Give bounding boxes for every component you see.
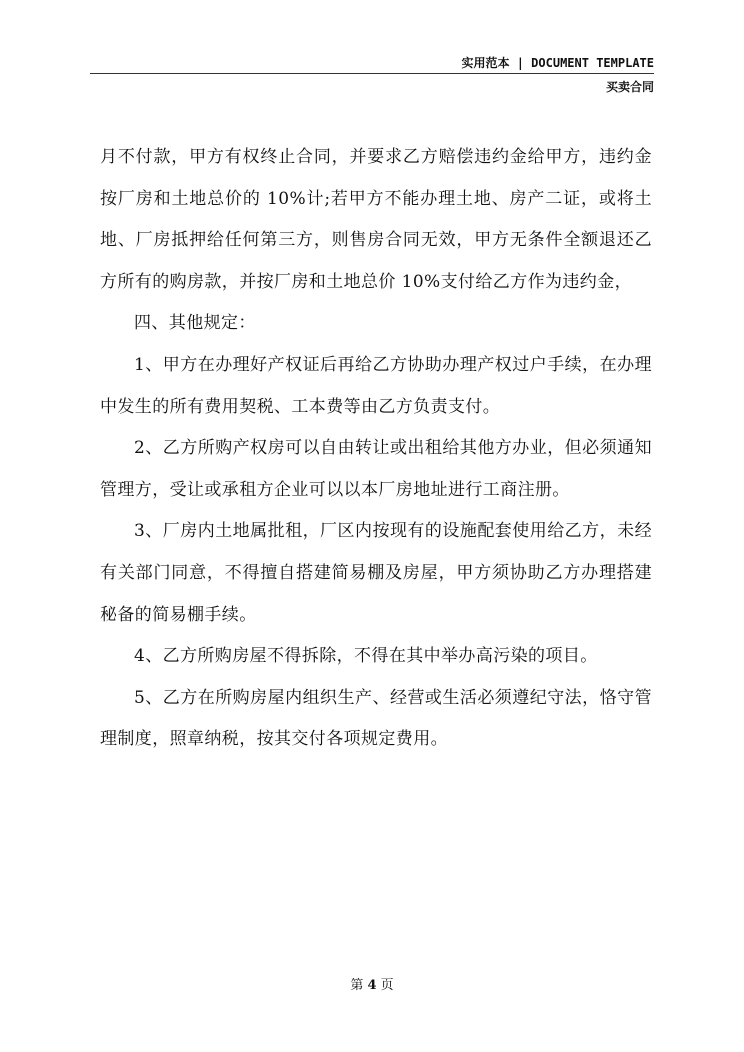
page-prefix: 第 (350, 978, 364, 993)
page-footer (0, 974, 744, 993)
clause-4: 4、乙方所购房屋不得拆除，不得在其中举办高污染的项目。 (134, 646, 598, 667)
page-suffix: 页 (380, 978, 394, 993)
clause-2: 2、乙方所购产权房可以自由转让或出租给其他方办业，但必须通知管理方，受让或承租方企业可以以本厂房地址进行工商注册。 (100, 438, 652, 500)
clause-1: 1、甲方在办理好产权证后再给乙方协助办理产权过户手续，在办理中发生的所有费用契税、工本费等由乙方负责支付。 (100, 354, 652, 417)
header-divider (90, 73, 654, 74)
clause-5: 5、乙方在所购房屋内组织生产、经营或生活必须遵纪守法，恪守管理制度，照章纳税，按其交付各项规定费用。 (100, 687, 652, 750)
section-heading-other-rules: 四、其他规定： (134, 313, 256, 334)
page-number: 4 (367, 978, 377, 993)
header-brand: 实用范本 | DOCUMENT TEMPLATE (461, 56, 654, 70)
document-body (100, 137, 652, 761)
clause-3: 3、厂房内土地属批租，厂区内按现有的设施配套使用给乙方，未经有关部门同意，不得擅自搭建简易棚及房屋，甲方须协助乙方办理搭建秘备的简易棚手续。 (100, 521, 652, 625)
header-doc-type: 买卖合同 (605, 80, 654, 94)
paragraph-continuation: 月不付款，甲方有权终止合同，并要求乙方赔偿违约金给甲方，违约金按厂房和土地总价的 10%计;若甲方不能办理土地、房产二证，或将土地、厂房抵押给任何第三方，则售房合同无效，甲方无条件全额退还乙方所有的购房款，并按厂房和土地总价 10%支付给乙方作为违约金， (100, 147, 652, 292)
